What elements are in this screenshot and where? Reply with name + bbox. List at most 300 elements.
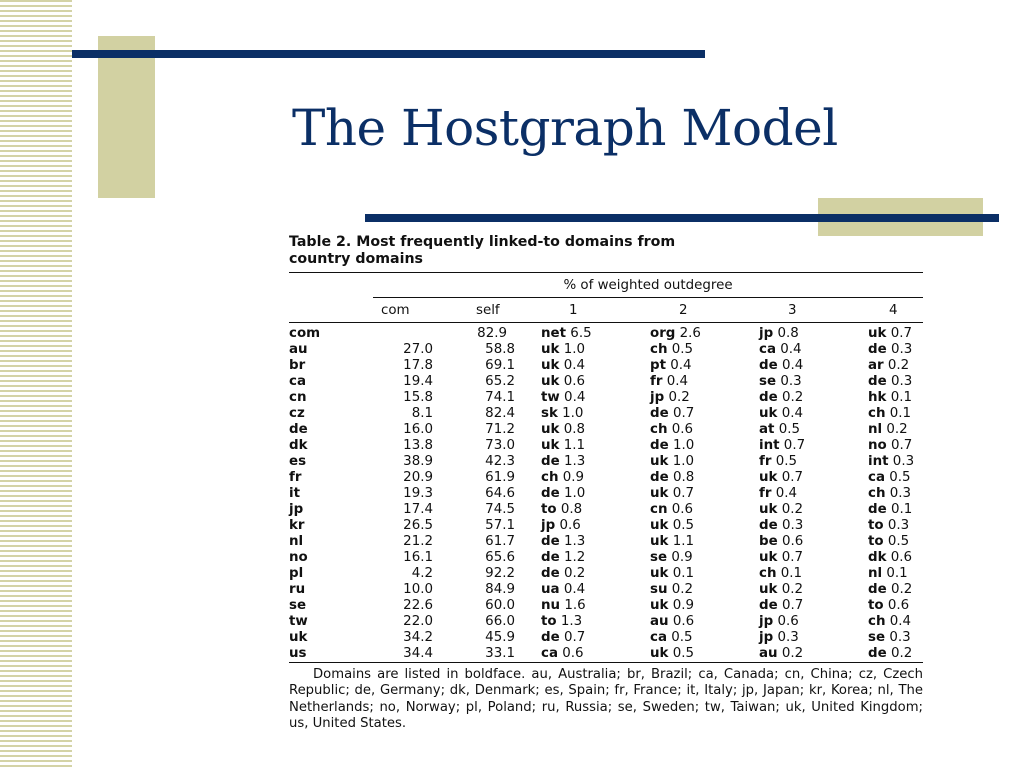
row-com-value: 8.1 xyxy=(411,406,433,421)
rank-value: 6.5 xyxy=(570,326,592,341)
rank-cell xyxy=(650,598,759,614)
rank-domain: no xyxy=(868,438,887,453)
rank-domain: uk xyxy=(759,406,778,421)
rank-cell xyxy=(650,358,759,374)
row-com-value: 10.0 xyxy=(403,582,433,597)
rank-domain: int xyxy=(868,454,889,469)
rank-value: 1.0 xyxy=(563,342,586,357)
rank-domain: de xyxy=(868,646,887,661)
rank-domain: de xyxy=(541,454,560,469)
table-row xyxy=(289,422,923,438)
rank-value: 1.3 xyxy=(563,454,586,469)
row-self-value: 69.1 xyxy=(485,358,515,373)
row-domain: de xyxy=(289,422,308,437)
rank-cell xyxy=(759,323,868,343)
column-header-self: self xyxy=(476,302,500,318)
rank-domain: org xyxy=(650,326,676,341)
rank-cell xyxy=(759,598,868,614)
row-self-value: 60.0 xyxy=(485,598,515,613)
rank-value: 0.2 xyxy=(668,390,690,405)
row-self-value: 92.2 xyxy=(485,566,515,581)
table-row xyxy=(289,630,923,646)
rank-value: 0.5 xyxy=(889,470,911,485)
rank-value: 0.7 xyxy=(891,438,913,453)
rank-value: 0.6 xyxy=(559,518,581,533)
table-row xyxy=(289,438,923,454)
rank-cell xyxy=(541,550,650,566)
table-row xyxy=(289,614,923,630)
row-self-value: 73.0 xyxy=(485,438,515,453)
rank-domain: uk xyxy=(541,342,560,357)
rank-domain: uk xyxy=(650,566,669,581)
rank-cell xyxy=(868,422,923,438)
rank-domain: uk xyxy=(541,438,560,453)
rank-domain: de xyxy=(541,566,560,581)
rank-value: 1.0 xyxy=(672,454,695,469)
rank-value: 0.7 xyxy=(783,438,806,453)
rank-domain: de xyxy=(868,502,887,517)
rank-value: 1.0 xyxy=(562,406,584,421)
rank-domain: nl xyxy=(868,422,883,437)
rank-cell xyxy=(541,502,650,518)
table-caption-line-1: Table 2. Most frequently linked-to domains from xyxy=(289,234,676,250)
rank-value: 0.2 xyxy=(890,646,913,661)
rank-value: 0.3 xyxy=(781,518,804,533)
rank-value: 0.5 xyxy=(775,454,797,469)
row-self-value: 42.3 xyxy=(485,454,515,469)
row-domain: us xyxy=(289,646,307,661)
rank-cell xyxy=(759,630,868,646)
rank-domain: jp xyxy=(650,390,665,405)
rank-cell xyxy=(650,582,759,598)
rank-cell xyxy=(759,614,868,630)
rank-domain: nl xyxy=(868,566,883,581)
rank-cell xyxy=(868,550,923,566)
rank-value: 0.2 xyxy=(563,566,586,581)
rank-value: 0.3 xyxy=(889,630,911,645)
rank-cell xyxy=(541,614,650,630)
rank-domain: de xyxy=(541,534,560,549)
rank-cell xyxy=(759,502,868,518)
rank-domain: ch xyxy=(541,470,559,485)
column-header-row xyxy=(289,298,923,323)
decorative-stripes xyxy=(0,0,72,768)
rank-value: 0.9 xyxy=(671,550,693,565)
row-domain: pl xyxy=(289,566,304,581)
row-com-value: 22.0 xyxy=(403,614,433,629)
row-self-value: 58.8 xyxy=(485,342,515,357)
rank-cell xyxy=(541,486,650,502)
rank-cell xyxy=(759,438,868,454)
rank-cell xyxy=(759,566,868,582)
rank-domain: jp xyxy=(759,326,774,341)
rank-cell xyxy=(650,646,759,662)
rank-cell xyxy=(759,550,868,566)
table-row xyxy=(289,550,923,566)
rank-domain: pt xyxy=(650,358,666,373)
rank-cell xyxy=(759,486,868,502)
rank-cell xyxy=(759,390,868,406)
domain-table xyxy=(289,273,923,662)
rank-cell xyxy=(541,470,650,486)
rank-value: 0.8 xyxy=(560,502,583,517)
rank-domain: de xyxy=(650,406,669,421)
rank-value: 0.4 xyxy=(564,390,586,405)
rank-value: 0.1 xyxy=(889,406,912,421)
rank-domain: uk xyxy=(541,422,560,437)
rank-domain: au xyxy=(759,646,778,661)
rank-domain: to xyxy=(868,534,884,549)
rank-domain: uk xyxy=(650,486,669,501)
rank-domain: se xyxy=(868,630,886,645)
rank-cell xyxy=(759,406,868,422)
rank-domain: ch xyxy=(650,342,668,357)
row-domain: com xyxy=(289,326,321,341)
rank-domain: uk xyxy=(541,374,560,389)
rank-value: 0.8 xyxy=(672,470,695,485)
rank-domain: ch xyxy=(868,614,886,629)
row-domain: fr xyxy=(289,470,302,485)
rank-cell xyxy=(650,534,759,550)
rank-value: 0.6 xyxy=(781,534,804,549)
row-self-value: 74.1 xyxy=(485,390,515,405)
row-com-value: 20.9 xyxy=(403,470,433,485)
row-com-value: 19.4 xyxy=(403,374,433,389)
rank-domain: sk xyxy=(541,406,558,421)
decorative-title-rule xyxy=(365,214,999,222)
row-com-value: 26.5 xyxy=(403,518,433,533)
rank-value: 0.5 xyxy=(887,534,910,549)
rank-cell xyxy=(541,390,650,406)
table-row xyxy=(289,374,923,390)
rank-cell xyxy=(868,598,923,614)
rank-cell xyxy=(541,518,650,534)
rank-domain: ar xyxy=(868,358,884,373)
row-domain: uk xyxy=(289,630,308,645)
row-com-value: 34.2 xyxy=(403,630,433,645)
rank-domain: cn xyxy=(650,502,668,517)
rank-cell xyxy=(650,486,759,502)
rank-domain: dk xyxy=(868,550,887,565)
table-row xyxy=(289,406,923,422)
rank-value: 0.6 xyxy=(671,422,694,437)
row-domain: dk xyxy=(289,438,308,453)
row-domain: cz xyxy=(289,406,305,421)
rank-cell xyxy=(759,534,868,550)
rank-domain: fr xyxy=(759,486,772,501)
rank-value: 0.4 xyxy=(775,486,797,501)
rank-value: 0.2 xyxy=(781,582,804,597)
rank-value: 0.1 xyxy=(890,502,913,517)
rank-domain: jp xyxy=(759,630,774,645)
rank-cell xyxy=(650,406,759,422)
table-row xyxy=(289,502,923,518)
slide-title: The Hostgraph Model xyxy=(292,99,838,157)
rank-cell xyxy=(541,358,650,374)
rank-cell xyxy=(868,470,923,486)
rank-value: 0.4 xyxy=(563,582,586,597)
table-bottom-rule xyxy=(289,662,923,663)
rank-domain: uk xyxy=(650,518,669,533)
row-domain: es xyxy=(289,454,307,469)
rank-cell xyxy=(868,502,923,518)
rank-cell xyxy=(759,646,868,662)
rank-cell xyxy=(650,630,759,646)
rank-value: 0.6 xyxy=(671,502,694,517)
column-header-4: 4 xyxy=(889,302,898,318)
row-domain: it xyxy=(289,486,300,501)
table-row xyxy=(289,566,923,582)
rank-domain: uk xyxy=(650,598,669,613)
rank-domain: de xyxy=(759,598,778,613)
rank-cell xyxy=(541,582,650,598)
table-row xyxy=(289,486,923,502)
row-self-value: 45.9 xyxy=(485,630,515,645)
row-com-value: 38.9 xyxy=(403,454,433,469)
table-row xyxy=(289,390,923,406)
rank-value: 0.6 xyxy=(890,550,913,565)
row-domain: au xyxy=(289,342,308,357)
rank-domain: to xyxy=(868,598,884,613)
rank-domain: hk xyxy=(868,390,887,405)
rank-cell xyxy=(759,358,868,374)
rank-domain: uk xyxy=(759,582,778,597)
table-row xyxy=(289,454,923,470)
column-header-3: 3 xyxy=(788,302,797,318)
row-domain: tw xyxy=(289,614,308,629)
rank-value: 0.2 xyxy=(886,422,908,437)
rank-cell xyxy=(650,390,759,406)
rank-value: 0.3 xyxy=(889,486,912,501)
table-row xyxy=(289,646,923,662)
rank-value: 0.3 xyxy=(890,342,913,357)
rank-value: 0.2 xyxy=(781,646,804,661)
row-self-value: 66.0 xyxy=(485,614,515,629)
rank-value: 0.7 xyxy=(890,326,913,341)
rank-domain: uk xyxy=(759,470,778,485)
rank-value: 0.7 xyxy=(672,406,695,421)
table-row xyxy=(289,323,923,343)
rank-domain: net xyxy=(541,326,567,341)
rank-value: 1.1 xyxy=(672,534,695,549)
rank-cell xyxy=(541,534,650,550)
row-com-value: 17.4 xyxy=(403,502,433,517)
rank-value: 1.2 xyxy=(563,550,586,565)
rank-value: 0.1 xyxy=(886,566,908,581)
rank-value: 0.7 xyxy=(781,598,804,613)
row-self-value: 82.4 xyxy=(485,406,515,421)
rank-domain: ch xyxy=(759,566,777,581)
table-body xyxy=(289,323,923,663)
table-row xyxy=(289,358,923,374)
rank-cell xyxy=(868,454,923,470)
rank-domain: de xyxy=(541,486,560,501)
rank-domain: de xyxy=(868,374,887,389)
rank-cell xyxy=(541,454,650,470)
rank-cell xyxy=(759,470,868,486)
row-domain: cn xyxy=(289,390,307,405)
rank-domain: fr xyxy=(650,374,663,389)
rank-domain: de xyxy=(541,550,560,565)
rank-value: 0.6 xyxy=(562,646,584,661)
row-domain: no xyxy=(289,550,308,565)
rank-value: 0.6 xyxy=(563,374,586,389)
rank-cell xyxy=(759,582,868,598)
rank-domain: uk xyxy=(541,358,560,373)
rank-cell xyxy=(650,374,759,390)
row-self-value: 71.2 xyxy=(485,422,515,437)
rank-cell xyxy=(759,342,868,358)
group-header: % of weighted outdegree xyxy=(373,273,923,298)
rank-value: 0.3 xyxy=(892,454,915,469)
rank-cell xyxy=(541,374,650,390)
rank-value: 0.4 xyxy=(563,358,586,373)
row-domain: nl xyxy=(289,534,304,549)
rank-value: 0.8 xyxy=(563,422,586,437)
table-caption xyxy=(289,234,923,268)
rank-value: 0.5 xyxy=(672,646,695,661)
rank-domain: ch xyxy=(650,422,668,437)
rank-domain: se xyxy=(759,374,777,389)
rank-domain: be xyxy=(759,534,778,549)
rank-value: 0.6 xyxy=(672,614,695,629)
rank-domain: de xyxy=(759,518,778,533)
rank-value: 0.5 xyxy=(672,518,695,533)
row-self-value: 61.9 xyxy=(485,470,515,485)
rank-value: 1.0 xyxy=(563,486,586,501)
rank-value: 0.1 xyxy=(672,566,695,581)
row-self-value: 65.2 xyxy=(485,374,515,389)
rank-cell xyxy=(868,518,923,534)
rank-cell xyxy=(868,342,923,358)
rank-domain: se xyxy=(650,550,668,565)
rank-value: 0.5 xyxy=(671,630,693,645)
rank-cell xyxy=(759,374,868,390)
rank-value: 0.4 xyxy=(781,406,804,421)
rank-cell xyxy=(541,646,650,662)
rank-cell xyxy=(650,502,759,518)
rank-cell xyxy=(868,582,923,598)
rank-value: 0.5 xyxy=(671,342,694,357)
rank-value: 0.7 xyxy=(672,486,695,501)
rank-value: 1.3 xyxy=(563,534,586,549)
row-merged-value: 82.9 xyxy=(477,326,507,341)
rank-value: 0.7 xyxy=(563,630,586,645)
rank-value: 0.5 xyxy=(778,422,800,437)
domain-table-figure xyxy=(289,234,923,733)
rank-value: 1.6 xyxy=(564,598,586,613)
table-row xyxy=(289,598,923,614)
row-com-value: 21.2 xyxy=(403,534,433,549)
rank-domain: jp xyxy=(541,518,556,533)
rank-cell xyxy=(868,614,923,630)
row-com-value: 13.8 xyxy=(403,438,433,453)
rank-cell xyxy=(541,438,650,454)
rank-domain: tw xyxy=(541,390,560,405)
rank-cell xyxy=(868,534,923,550)
rank-domain: nu xyxy=(541,598,561,613)
rank-value: 0.9 xyxy=(672,598,695,613)
rank-cell xyxy=(650,454,759,470)
rank-value: 0.7 xyxy=(781,470,804,485)
rank-cell xyxy=(759,454,868,470)
column-header-com: com xyxy=(381,302,410,318)
row-com-value: 17.8 xyxy=(403,358,433,373)
rank-domain: int xyxy=(759,438,780,453)
row-com-value: 27.0 xyxy=(403,342,433,357)
rank-value: 0.1 xyxy=(780,566,803,581)
rank-cell xyxy=(868,390,923,406)
rank-value: 0.8 xyxy=(777,326,799,341)
row-com-value: 19.3 xyxy=(403,486,433,501)
rank-domain: uk xyxy=(650,454,669,469)
decorative-top-rule xyxy=(72,50,705,58)
rank-cell xyxy=(650,323,759,343)
rank-domain: ua xyxy=(541,582,560,597)
rank-cell xyxy=(868,646,923,662)
rank-domain: uk xyxy=(759,502,778,517)
rank-domain: ca xyxy=(650,630,667,645)
rank-cell xyxy=(541,630,650,646)
rank-domain: ch xyxy=(868,486,886,501)
row-com-value: 4.2 xyxy=(411,566,433,581)
rank-value: 0.4 xyxy=(780,342,802,357)
rank-domain: to xyxy=(541,614,557,629)
rank-domain: fr xyxy=(759,454,772,469)
row-com-value: 15.8 xyxy=(403,390,433,405)
column-header-2: 2 xyxy=(679,302,688,318)
rank-value: 0.2 xyxy=(887,358,910,373)
rank-value: 0.3 xyxy=(780,374,802,389)
rank-cell xyxy=(650,566,759,582)
rank-domain: ch xyxy=(868,406,886,421)
rank-domain: de xyxy=(759,390,778,405)
rank-cell xyxy=(650,550,759,566)
table-row xyxy=(289,534,923,550)
rank-cell xyxy=(868,486,923,502)
rank-domain: jp xyxy=(759,614,774,629)
rank-domain: uk xyxy=(650,534,669,549)
rank-domain: de xyxy=(868,342,887,357)
row-com-value: 16.1 xyxy=(403,550,433,565)
rank-domain: de xyxy=(650,438,669,453)
rank-value: 0.3 xyxy=(777,630,799,645)
table-row xyxy=(289,470,923,486)
rank-cell xyxy=(650,518,759,534)
rank-value: 0.2 xyxy=(671,582,694,597)
rank-domain: uk xyxy=(650,646,669,661)
rank-cell xyxy=(650,614,759,630)
rank-value: 0.4 xyxy=(781,358,804,373)
row-domain: jp xyxy=(289,502,304,517)
rank-domain: de xyxy=(650,470,669,485)
rank-domain: ca xyxy=(759,342,776,357)
row-com-value: 16.0 xyxy=(403,422,433,437)
rank-cell xyxy=(541,323,650,343)
rank-domain: de xyxy=(868,582,887,597)
rank-cell xyxy=(650,438,759,454)
row-com-value: 22.6 xyxy=(403,598,433,613)
rank-domain: de xyxy=(759,358,778,373)
rank-cell xyxy=(541,422,650,438)
rank-cell xyxy=(541,598,650,614)
rank-value: 0.1 xyxy=(890,390,913,405)
rank-value: 0.6 xyxy=(777,614,799,629)
rank-domain: de xyxy=(541,630,560,645)
rank-cell xyxy=(868,406,923,422)
rank-domain: uk xyxy=(759,550,778,565)
table-footnote: Domains are listed in boldface. au, Australia; br, Brazil; ca, Canada; cn, China; cz, Czech Republic; de, Germany; dk, Denmark; es, Spain; fr, France; it, Italy; jp, Japan; kr, Korea; nl, The Netherlands; no, Norway; pl, Poland; ru, Russia; se, Sweden; tw, Taiwan; uk, United Kingdom; us, United States. xyxy=(289,667,923,732)
